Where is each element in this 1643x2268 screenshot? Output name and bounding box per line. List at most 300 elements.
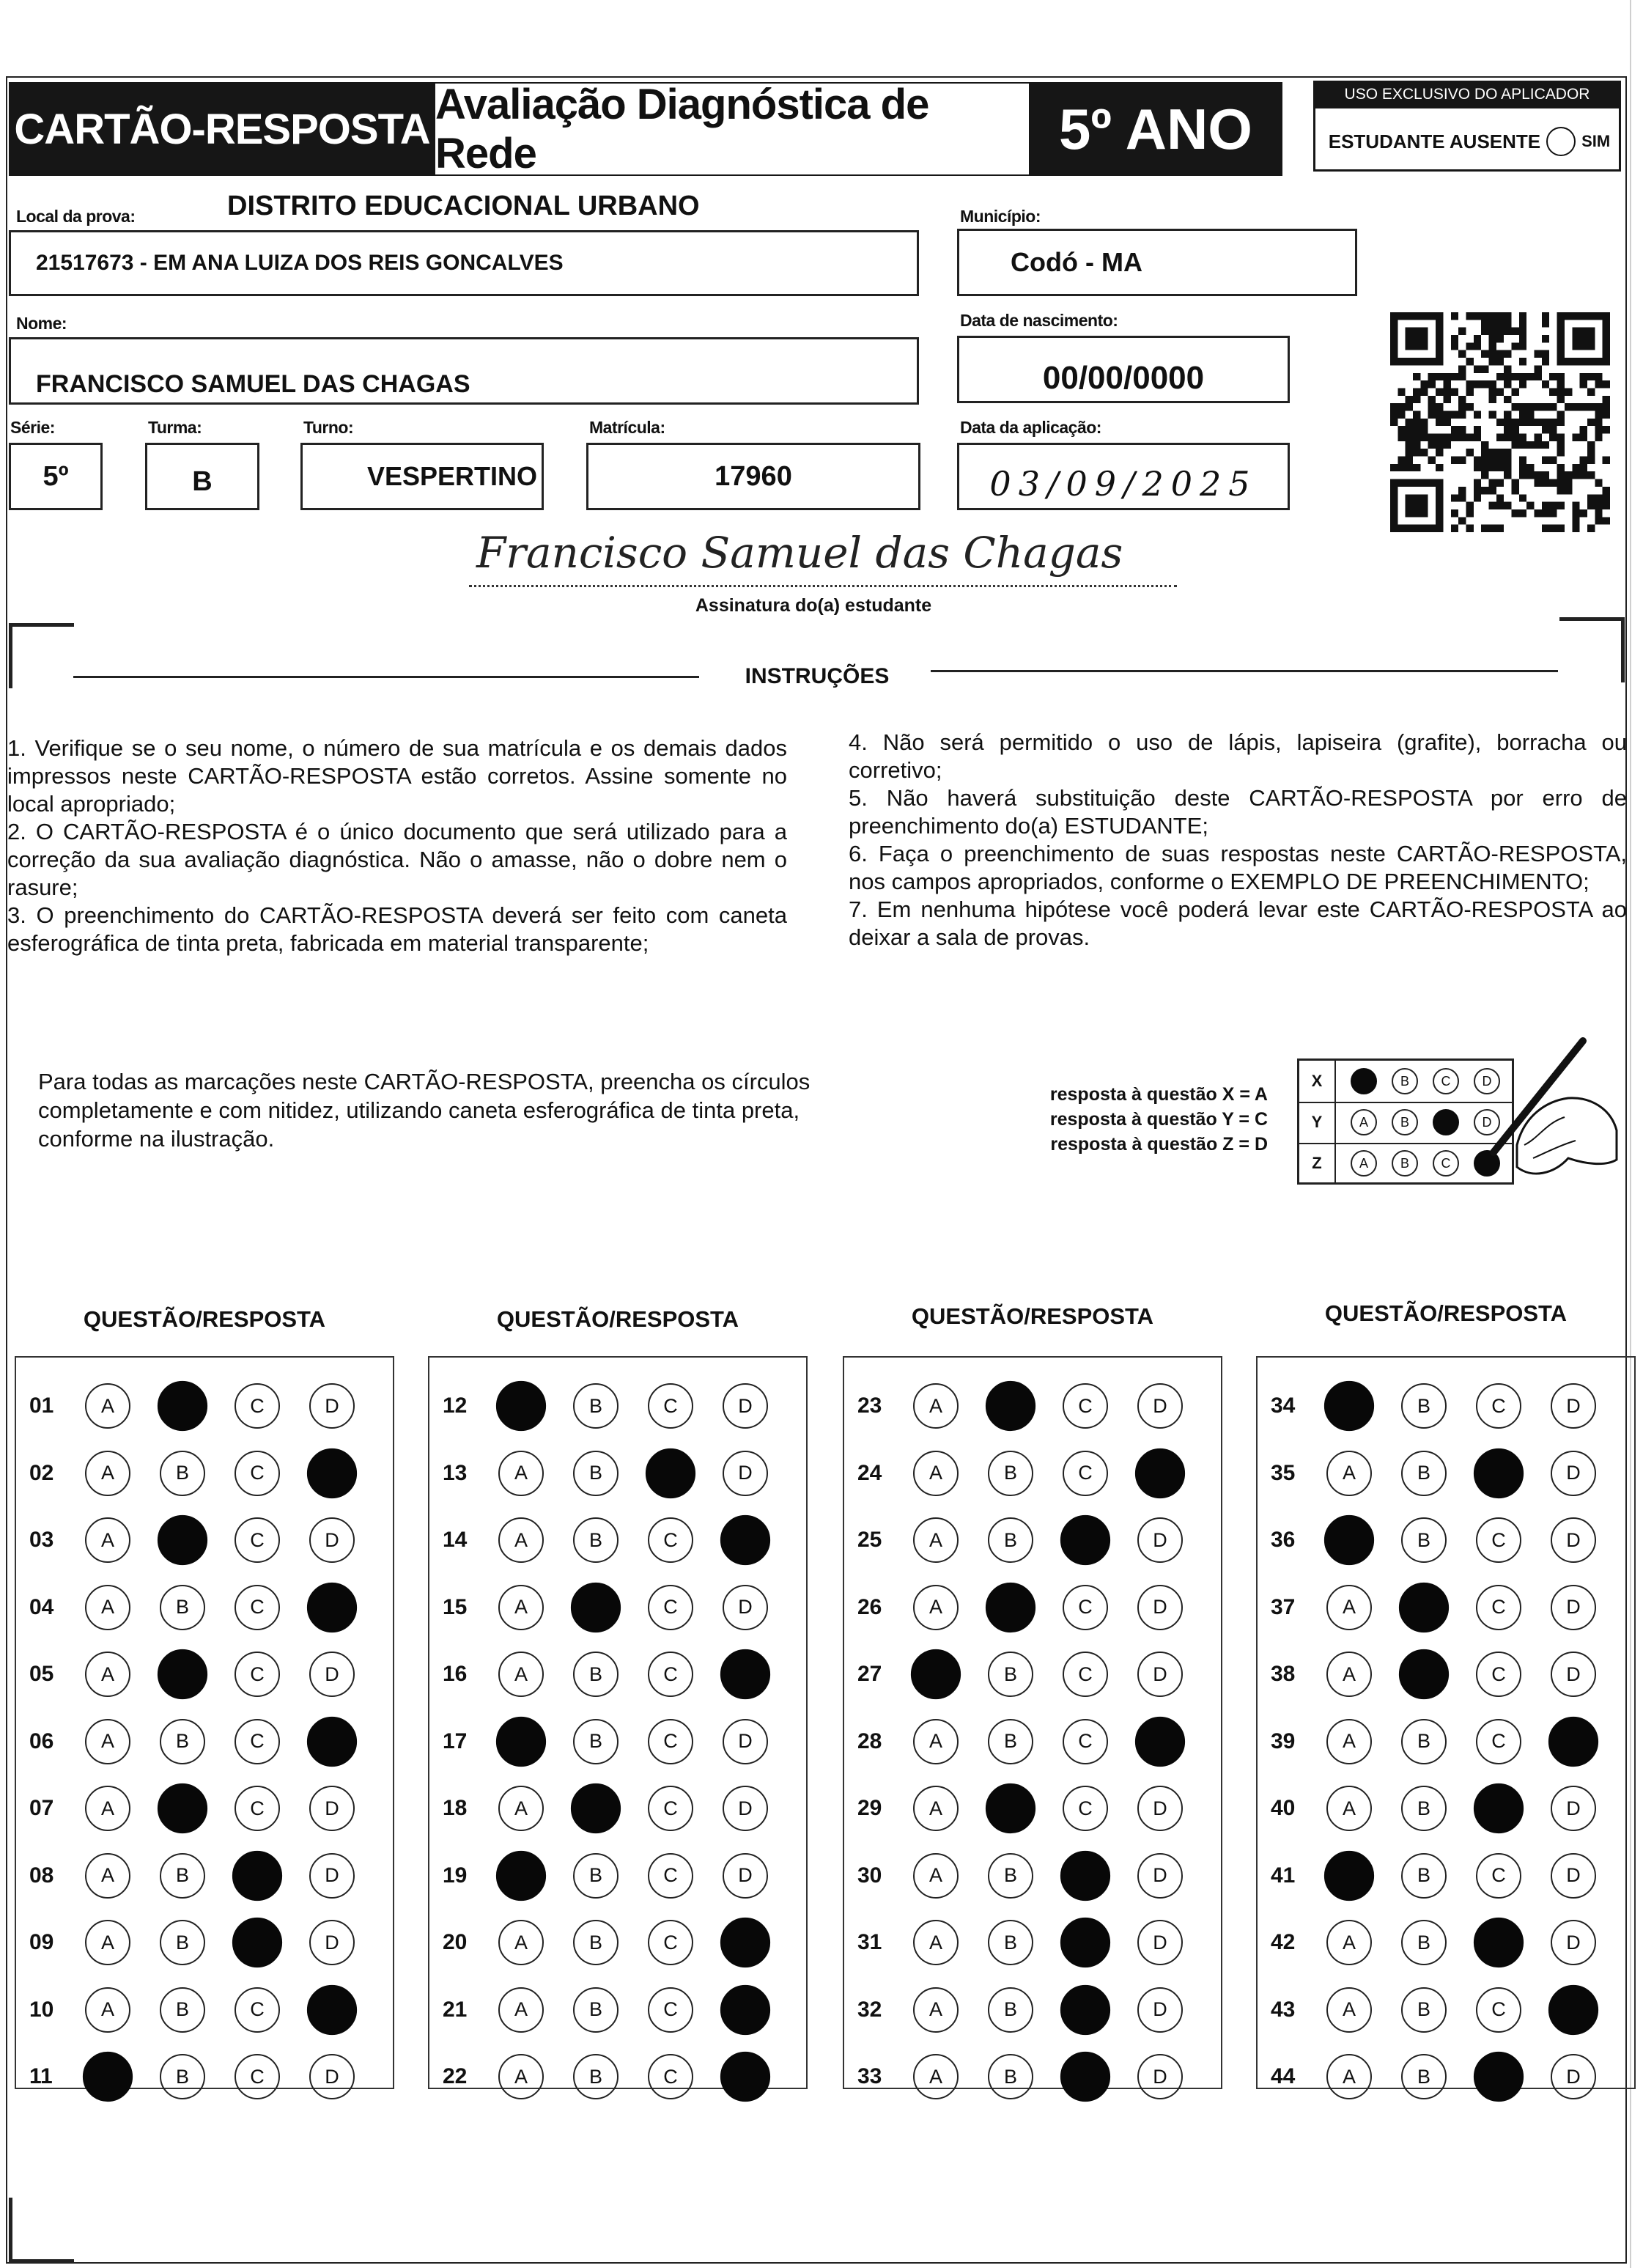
answer-bubble-d[interactable]: D [1137,1652,1183,1697]
question-row [1259,1651,1625,1698]
answer-bubble-a[interactable]: A [85,1383,130,1429]
answer-bubble-b[interactable]: B [573,2054,619,2099]
answer-bubble-b[interactable]: B [988,1853,1033,1899]
local-field: 21517673 - EM ANA LUIZA DOS REIS GONCALVES [9,230,919,296]
answer-bubble-a[interactable]: A [1326,1585,1372,1630]
question-number: 27 [857,1662,882,1686]
question-number: 26 [857,1594,882,1619]
nascimento-label: Data de nascimento: [960,311,1118,330]
question-row [431,2053,797,2100]
example-bubble-b: B [1392,1068,1418,1094]
answer-bubble-c[interactable]: C [1063,1719,1108,1764]
answer-bubble-a[interactable]: A [913,1719,959,1764]
answer-bubble-b[interactable]: B [573,1719,619,1764]
answer-bubble-b[interactable] [571,1783,621,1833]
example-row-key: Y [1299,1102,1336,1143]
answer-bubble-b[interactable]: B [988,1451,1033,1496]
answer-bubble-d[interactable] [307,1448,357,1498]
answer-bubble-b[interactable]: B [1401,1451,1447,1496]
answer-bubble-a[interactable]: A [85,1517,130,1563]
answer-bubble-d[interactable] [1548,1716,1598,1766]
answer-bubble-c[interactable] [1060,1984,1110,2034]
student-signature: Francisco Samuel das Chagas [476,528,1123,578]
answer-bubble-a[interactable]: A [913,2054,959,2099]
grade-badge: 5º ANO [1029,82,1282,176]
question-row [431,1382,797,1429]
answer-bubble-d[interactable]: D [723,1786,768,1831]
answer-bubble-d[interactable]: D [723,1451,768,1496]
answer-bubble-a[interactable]: A [498,1920,544,1965]
answer-bubble-d[interactable] [720,1515,770,1565]
district-title: DISTRITO EDUCACIONAL URBANO [227,191,700,221]
answer-bubble-c[interactable]: C [1063,1451,1108,1496]
answer-bubble-d[interactable]: D [1137,1383,1183,1429]
answer-bubble-c[interactable] [1060,2052,1110,2102]
signature-label: Assinatura do(a) estudante [695,595,932,616]
question-row [846,1382,1212,1429]
matricula-label: Matrícula: [589,418,665,437]
question-number: 37 [1271,1594,1296,1619]
answer-bubble-b[interactable] [986,1582,1035,1632]
answer-bubble-b[interactable]: B [988,2054,1033,2099]
answer-bubble-c[interactable]: C [235,1652,280,1697]
nome-field: FRANCISCO SAMUEL DAS CHAGAS [9,337,919,405]
answer-bubble-b[interactable]: B [1401,1920,1447,1965]
answer-bubble-b[interactable]: B [988,1517,1033,1563]
answer-bubble-b[interactable]: B [160,2054,205,2099]
answer-bubble-b[interactable]: B [160,1451,205,1496]
example-bubble-c: C [1433,1068,1459,1094]
question-number: 03 [29,1528,54,1552]
answer-bubble-a[interactable]: A [498,1585,544,1630]
answer-bubble-c[interactable]: C [235,2054,280,2099]
answer-bubble-d[interactable] [1135,1716,1185,1766]
question-number: 02 [29,1460,54,1485]
question-number: 41 [1271,1863,1296,1888]
answer-bubble-b[interactable] [158,1515,207,1565]
question-row [18,1852,384,1899]
fill-instructions: Para todas as marcações neste CARTÃO-RESPOSTA, preencha os círculos completamente e com nitidez, utilizando caneta esferográfica de tinta preta, conforme na ilustração. [38,1069,811,1152]
instruction-3: 3. O preenchimento do CARTÃO-RESPOSTA deverá ser feito com caneta esferográfica de tinta preta, fabricada em material transparente; [7,902,787,956]
answer-bubble-c[interactable]: C [1476,1585,1521,1630]
municipio-field: Codó - MA [957,229,1357,296]
question-number: 05 [29,1662,54,1686]
answer-bubble-c[interactable]: C [1063,1786,1108,1831]
answer-bubble-d[interactable]: D [1137,1585,1183,1630]
serie-label: Série: [10,418,55,437]
question-number: 33 [857,2064,882,2088]
question-number: 35 [1271,1460,1296,1485]
answer-bubble-d[interactable]: D [1137,1920,1183,1965]
question-number: 13 [443,1460,468,1485]
answer-bubble-a[interactable] [83,2052,133,2102]
example-bubble-c [1433,1109,1459,1135]
answer-bubble-c[interactable] [1474,2052,1524,2102]
answer-bubble-a[interactable]: A [913,1987,959,2033]
question-number: 38 [1271,1662,1296,1686]
question-number: 17 [443,1728,468,1753]
answer-bubble-d[interactable]: D [309,1853,355,1899]
answer-bubble-d[interactable]: D [309,1652,355,1697]
question-row [1259,1718,1625,1765]
answer-bubble-b[interactable]: B [988,1652,1033,1697]
answer-bubble-d[interactable] [720,2052,770,2102]
answer-bubble-b[interactable]: B [160,1585,205,1630]
question-number: 23 [857,1393,882,1418]
answer-bubble-d[interactable] [307,1582,357,1632]
question-number: 29 [857,1796,882,1820]
answer-bubble-c[interactable] [646,1448,695,1498]
question-number: 32 [857,1997,882,2022]
answer-bubble-c[interactable]: C [235,1451,280,1496]
answer-bubble-a[interactable]: A [1326,1786,1372,1831]
answer-bubble-d[interactable]: D [1137,1517,1183,1563]
answer-bubble-d[interactable] [720,1918,770,1967]
example-bubble-a: A [1351,1109,1377,1135]
answer-bubble-d[interactable] [1548,1984,1598,2034]
question-number: 04 [29,1594,54,1619]
answer-bubble-d[interactable]: D [309,1517,355,1563]
answer-bubble-b[interactable]: B [160,1987,205,2033]
answer-bubble-a[interactable]: A [913,1451,959,1496]
question-number: 10 [29,1997,54,2022]
answer-bubble-a[interactable]: A [85,1719,130,1764]
evaluation-title: Avaliação Diagnóstica de Rede [435,82,1029,176]
absent-checkbox[interactable] [1546,127,1576,156]
pen-hand-illustration [1473,1035,1620,1211]
example-bubble-a: A [1351,1150,1377,1177]
answer-bubble-a[interactable] [1324,1381,1374,1431]
answer-bubble-d[interactable]: D [1551,1920,1596,1965]
answer-bubble-c[interactable]: C [1476,1987,1521,2033]
turno-field: VESPERTINO [300,443,544,510]
answer-bubble-b[interactable]: B [573,1451,619,1496]
instruction-1: 1. Verifique se o seu nome, o número de sua matrícula e os demais dados impressos neste CARTÃO-RESPOSTA estão corretos. Assine somente no local apropriado; [7,735,787,817]
answer-bubble-b[interactable]: B [988,1987,1033,2033]
answer-bubble-a[interactable]: A [85,1652,130,1697]
corner-mark-top-right [1559,617,1625,682]
absent-label: ESTUDANTE AUSENTE [1328,130,1541,152]
answer-bubble-a[interactable]: A [498,1786,544,1831]
question-row [1259,1450,1625,1497]
answer-bubble-b[interactable]: B [573,1652,619,1697]
answer-bubble-c[interactable] [232,1918,282,1967]
answer-bubble-a[interactable]: A [913,1585,959,1630]
nascimento-field: 00/00/0000 [957,336,1290,403]
example-bubble-a [1351,1068,1377,1094]
answer-bubble-c[interactable]: C [235,1585,280,1630]
turno-label: Turno: [303,418,354,437]
answer-bubble-a[interactable] [496,1381,546,1431]
answer-bubble-c[interactable]: C [1476,1383,1521,1429]
answer-bubble-a[interactable] [911,1649,961,1699]
answer-bubble-c[interactable] [1060,1918,1110,1967]
answer-bubble-b[interactable]: B [573,1517,619,1563]
answer-bubble-b[interactable]: B [160,1853,205,1899]
example-legend-x: resposta à questão X = A [1049,1084,1268,1105]
example-bubble-d: D [1474,1068,1500,1094]
question-row [18,1382,384,1429]
column-header: QUESTÃO/RESPOSTA [1324,1300,1568,1326]
question-number: 09 [29,1930,54,1954]
answer-bubble-d[interactable] [307,1716,357,1766]
answer-bubble-b[interactable]: B [573,1383,619,1429]
answer-bubble-d[interactable] [720,1984,770,2034]
answer-bubble-d[interactable]: D [1137,2054,1183,2099]
instruction-7: 7. Em nenhuma hipótese você poderá levar este CARTÃO-RESPOSTA ao deixar a sala de provas. [849,896,1627,950]
question-number: 36 [1271,1528,1296,1552]
answer-bubble-d[interactable]: D [1137,1987,1183,2033]
example-row-key: X [1299,1061,1336,1102]
answer-bubble-d[interactable]: D [1551,1517,1596,1563]
answer-bubble-c[interactable] [1060,1515,1110,1565]
answer-bubble-a[interactable]: A [913,1517,959,1563]
question-row [1259,1785,1625,1832]
answer-bubble-b[interactable]: B [1401,1853,1447,1899]
answer-bubble-a[interactable]: A [498,1652,544,1697]
turma-field: B [145,443,259,510]
answer-bubble-a[interactable]: A [85,1585,130,1630]
local-label: Local da prova: [16,207,136,226]
answer-bubble-b[interactable]: B [1401,1383,1447,1429]
column-header: QUESTÃO/RESPOSTA [83,1306,326,1332]
answer-bubble-a[interactable] [496,1850,546,1900]
question-number: 07 [29,1796,54,1820]
example-legend-z: resposta à questão Z = D [1050,1134,1268,1155]
answer-bubble-a[interactable]: A [85,1451,130,1496]
answer-bubble-c[interactable]: C [235,1786,280,1831]
question-number: 34 [1271,1393,1296,1418]
answer-bubble-a[interactable] [1324,1850,1374,1900]
question-row [1259,1987,1625,2033]
answer-bubble-d[interactable]: D [309,1786,355,1831]
answer-bubble-c[interactable]: C [648,2054,693,2099]
answer-bubble-b[interactable]: B [160,1920,205,1965]
answer-bubble-a[interactable] [1324,1515,1374,1565]
answer-bubble-c[interactable]: C [1476,1719,1521,1764]
absent-student-row [1319,117,1620,166]
question-row [18,1584,384,1631]
question-number: 28 [857,1728,882,1753]
question-number: 43 [1271,1997,1296,2022]
question-row [846,1852,1212,1899]
question-row [18,1718,384,1765]
answer-bubble-b[interactable]: B [988,1719,1033,1764]
answer-bubble-b[interactable]: B [573,1987,619,2033]
sim-label: SIM [1581,132,1611,150]
answer-bubble-b[interactable]: B [1401,1987,1447,2033]
question-number: 21 [443,1997,468,2022]
question-row [18,2053,384,2100]
question-row [846,1718,1212,1765]
answer-bubble-b[interactable]: B [160,1719,205,1764]
serie-field: 5º [9,443,103,510]
answer-bubble-c[interactable]: C [235,1987,280,2033]
answer-bubble-d[interactable]: D [1551,1652,1596,1697]
instructions-title: INSTRUÇÕES [745,664,890,688]
answer-bubble-c[interactable]: C [235,1719,280,1764]
answer-bubble-a[interactable]: A [1326,1987,1372,2033]
question-row [431,1852,797,1899]
question-row [846,1517,1212,1564]
question-row [431,1919,797,1966]
question-row [18,1651,384,1698]
answer-bubble-a[interactable]: A [913,1853,959,1899]
answer-bubble-d[interactable]: D [309,1383,355,1429]
question-row [431,1987,797,2033]
answer-bubble-d[interactable]: D [1551,1451,1596,1496]
answer-bubble-a[interactable]: A [85,1920,130,1965]
answer-bubble-c[interactable]: C [235,1383,280,1429]
question-row [1259,1919,1625,1966]
answer-bubble-b[interactable] [158,1381,207,1431]
answer-bubble-c[interactable]: C [648,1719,693,1764]
answer-bubble-b[interactable]: B [573,1853,619,1899]
answer-bubble-b[interactable]: B [1401,1719,1447,1764]
answer-bubble-a[interactable]: A [913,1920,959,1965]
question-row [846,1450,1212,1497]
answer-bubble-a[interactable]: A [1326,1652,1372,1697]
answer-bubble-d[interactable]: D [309,1920,355,1965]
question-number: 40 [1271,1796,1296,1820]
question-number: 16 [443,1662,468,1686]
question-number: 30 [857,1863,882,1888]
answer-bubble-c[interactable]: C [648,1517,693,1563]
answer-bubble-a[interactable]: A [85,1786,130,1831]
answer-bubble-c[interactable] [1474,1918,1524,1967]
answer-bubble-d[interactable]: D [723,1853,768,1899]
answer-bubble-d[interactable]: D [1551,1786,1596,1831]
question-row [18,1987,384,2033]
question-number: 18 [443,1796,468,1820]
answer-bubble-a[interactable]: A [498,2054,544,2099]
question-row [846,1651,1212,1698]
question-number: 12 [443,1393,468,1418]
answer-bubble-c[interactable]: C [648,1585,693,1630]
question-row [1259,1517,1625,1564]
answer-bubble-a[interactable]: A [498,1987,544,2033]
answer-bubble-b[interactable] [158,1783,207,1833]
answer-bubble-b[interactable]: B [1401,1517,1447,1563]
example-bubble-b: B [1392,1109,1418,1135]
answer-bubble-c[interactable] [1060,1850,1110,1900]
answer-bubble-c[interactable] [232,1850,282,1900]
municipio-label: Município: [960,207,1041,226]
question-row [846,1987,1212,2033]
answer-bubble-b[interactable]: B [1401,1786,1447,1831]
answer-bubble-c[interactable]: C [648,1987,693,2033]
aplicacao-field: 03/09/2025 [957,443,1290,510]
question-row [846,1785,1212,1832]
answer-bubble-c[interactable]: C [648,1920,693,1965]
question-number: 11 [29,2064,53,2088]
answer-bubble-c[interactable]: C [648,1786,693,1831]
answer-bubble-c[interactable]: C [648,1853,693,1899]
answer-bubble-c[interactable]: C [1476,1853,1521,1899]
answer-bubble-d[interactable]: D [723,1383,768,1429]
answer-bubble-d[interactable] [307,1984,357,2034]
question-row [18,1450,384,1497]
answer-bubble-a[interactable]: A [913,1786,959,1831]
question-number: 08 [29,1863,54,1888]
answer-bubble-d[interactable]: D [1551,2054,1596,2099]
question-row [846,1919,1212,1966]
answer-bubble-b[interactable]: B [573,1920,619,1965]
answer-bubble-c[interactable]: C [648,1652,693,1697]
question-row [1259,1382,1625,1429]
answer-bubble-c[interactable]: C [1476,1517,1521,1563]
instruction-2: 2. O CARTÃO-RESPOSTA é o único documento que será utilizado para a correção da sua avaliação diagnóstica. Não o amasse, não o dobre nem o rasure; [7,819,787,900]
question-number: 24 [857,1460,882,1485]
answer-bubble-d[interactable]: D [1551,1383,1596,1429]
instructions-col-right [849,729,1627,951]
answer-bubble-d[interactable]: D [723,1719,768,1764]
example-bubble-d: D [1474,1109,1500,1135]
answer-bubble-d[interactable] [1135,1448,1185,1498]
answer-bubble-a[interactable]: A [1326,1451,1372,1496]
answer-bubble-d[interactable]: D [1551,1585,1596,1630]
instructions-col-left [7,734,787,957]
answer-bubble-d[interactable]: D [1137,1853,1183,1899]
instruction-4: 4. Não será permitido o uso de lápis, lapiseira (grafite), borracha ou corretivo; [849,729,1627,783]
answer-bubble-b[interactable] [986,1783,1035,1833]
aplicacao-label: Data da aplicação: [960,418,1101,437]
answer-bubble-c[interactable]: C [1063,1383,1108,1429]
column-header: QUESTÃO/RESPOSTA [496,1306,739,1332]
answer-bubble-c[interactable]: C [1476,1652,1521,1697]
column-header: QUESTÃO/RESPOSTA [911,1303,1154,1329]
answer-bubble-a[interactable]: A [498,1451,544,1496]
answer-bubble-a[interactable]: A [85,1853,130,1899]
question-row [1259,1584,1625,1631]
question-number: 20 [443,1930,468,1954]
answer-bubble-c[interactable]: C [648,1383,693,1429]
answer-bubble-a[interactable]: A [498,1517,544,1563]
answer-bubble-d[interactable]: D [1137,1786,1183,1831]
answer-bubble-b[interactable] [1399,1649,1449,1699]
answer-bubble-d[interactable] [720,1649,770,1699]
answer-bubble-d[interactable]: D [309,2054,355,2099]
answer-bubble-b[interactable] [158,1649,207,1699]
answer-bubble-b[interactable] [571,1582,621,1632]
answer-bubble-a[interactable]: A [913,1383,959,1429]
answer-bubble-b[interactable]: B [988,1920,1033,1965]
answer-bubble-a[interactable]: A [1326,2054,1372,2099]
answer-bubble-d[interactable]: D [1551,1853,1596,1899]
answer-bubble-c[interactable]: C [1063,1652,1108,1697]
turma-label: Turma: [148,418,202,437]
corner-mark-bottom-left [9,2198,74,2263]
question-row [846,2053,1212,2100]
answer-bubble-a[interactable]: A [85,1987,130,2033]
answer-bubble-a[interactable]: A [1326,1920,1372,1965]
answer-bubble-a[interactable] [496,1716,546,1766]
example-legend-y: resposta à questão Y = C [1049,1109,1268,1130]
answer-bubble-d[interactable]: D [723,1585,768,1630]
question-row [431,1584,797,1631]
answer-bubble-c[interactable]: C [1063,1585,1108,1630]
answer-bubble-b[interactable] [986,1381,1035,1431]
answer-bubble-a[interactable]: A [1326,1719,1372,1764]
question-number: 15 [443,1594,468,1619]
answer-bubble-c[interactable]: C [235,1517,280,1563]
card-title: CARTÃO-RESPOSTA [9,82,435,176]
answer-bubble-b[interactable] [1399,1582,1449,1632]
example-legend [1004,1082,1268,1157]
answer-bubble-c[interactable] [1474,1783,1524,1833]
answer-bubble-b[interactable]: B [1401,2054,1447,2099]
answer-bubble-c[interactable] [1474,1448,1524,1498]
